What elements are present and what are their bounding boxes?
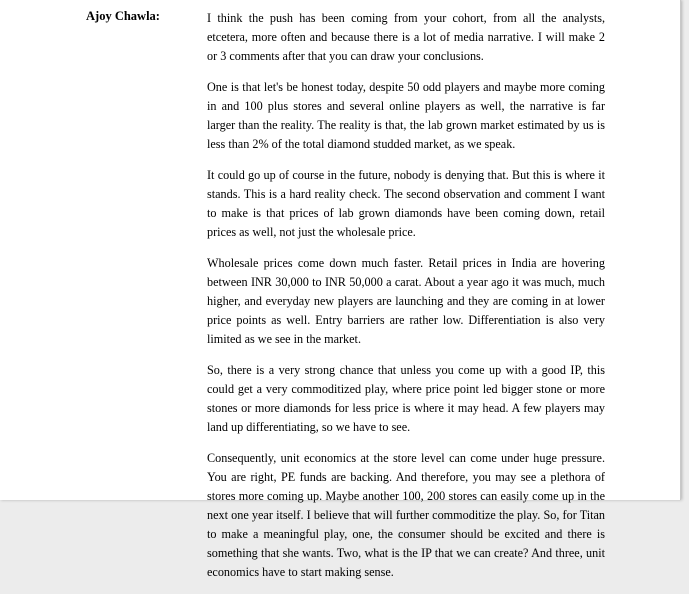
transcript-paragraph: Wholesale prices come down much faster. Retail prices in India are hovering between INR 30,000 to INR 50,000 a carat. About a year ago it was much, much higher, and everyday new players are launching and they are coming in at lower price points as well. Entry barriers are rather low. Differentiation is also very limited as we see in the market. (207, 256, 605, 346)
transcript-paragraph: One is that let's be honest today, despite 50 odd players and maybe more coming in and 100 plus stores and several online players as well, the narrative is far larger than the reality. The reality is that, the lab grown market estimated by us is less than 2% of the total diamond studded market, as we speak. (207, 80, 605, 151)
speaker-name: Ajoy Chawla: (86, 9, 160, 23)
transcript-paragraph: Consequently, unit economics at the store level can come under huge pressure. You are right, PE funds are backing. And therefore, you may see a plethora of stores more coming up. Maybe another 100, 200 stores can easily come up in the next one year itself. I believe that will further commoditize the play. So, for Titan to make a meaningful play, one, the consumer should be excited and there is something that she wants. Two, what is the IP that we can create? And three, unit economics have to start making sense. (207, 451, 605, 579)
transcript-paragraph: I think the push has been coming from your cohort, from all the analysts, etcetera, more often and because there is a lot of media narrative. I will make 2 or 3 comments after that you can draw your conclusions. (207, 11, 605, 63)
transcript-paragraph: It could go up of course in the future, nobody is denying that. But this is where it stands. This is a hard reality check. The second observation and comment I want to make is that prices of lab grown diamonds have been coming down, retail prices as well, not just the wholesale price. (207, 168, 605, 239)
transcript-body (207, 9, 605, 594)
transcript-paragraph: So, there is a very strong chance that unless you come up with a good IP, this could get a very commoditized play, where price point led bigger stone or more stones or more diamonds for less price is where it may head. A few players may land up differentiating, so we have to see. (207, 363, 605, 434)
